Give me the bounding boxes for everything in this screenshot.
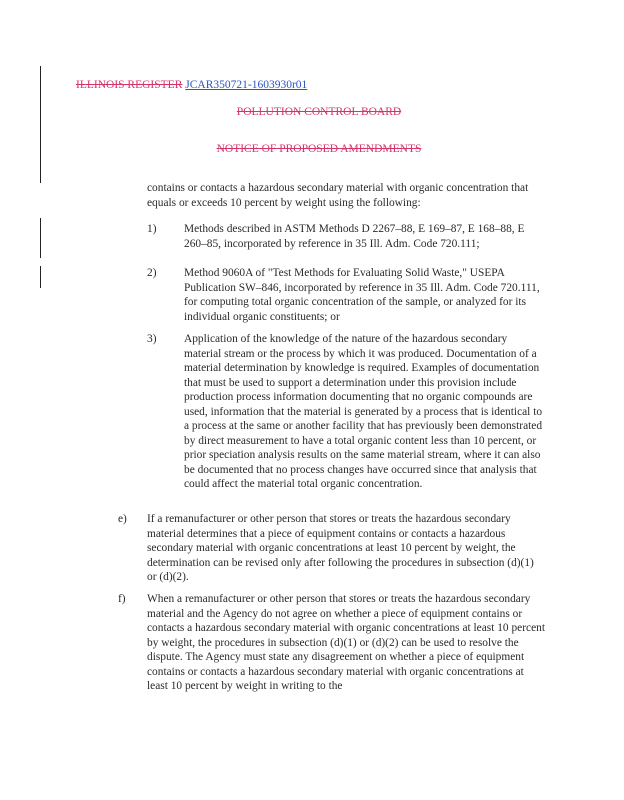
lead-paragraph: contains or contacts a hazardous secondary material with organic concentration that equals or exceeds 10 percent by weight using the following:	[147, 182, 529, 209]
change-bar	[40, 66, 41, 183]
register-inserted-text: JCAR350721-1603930r01	[185, 79, 308, 91]
subsection-text: When a remanufacturer or other person that stores or treats the hazardous secondary material and the Agency do not agree on whether a piece of equipment contains or contacts a hazardous secondary material with organic concentrations at least 10 percent by weight, the procedures in subsection (d)(1) or (d)(2) can be used to resolve the dispute. The Agency must state any disagreement on whether a piece of equipment contains or contacts a hazardous secondary material with organic concentrations at least 10 percent by weight in writing to the	[147, 593, 545, 692]
change-bar	[40, 266, 41, 288]
board-header: POLLUTION CONTROL BOARD	[236, 106, 402, 118]
register-header	[76, 79, 307, 91]
register-deleted-text: ILLINOIS REGISTER	[76, 79, 183, 91]
subsection-label: f)	[118, 593, 126, 605]
subsection-text: If a remanufacturer or other person that stores or treats the hazardous secondary material determines that a piece of equipment contains or contacts a hazardous secondary material with organic concentrations at least 10 percent by weight, the determination can be revised only after following the procedures in subsection (d)(1) or (d)(2).	[147, 513, 534, 583]
subsection-label: e)	[118, 513, 127, 525]
item-text: Application of the knowledge of the nature of the hazardous secondary material stream or the process by which it was produced. Documentation of a material determination by knowledge is required. Examples of documentation that must be used to support a determination under this provision include production process information documenting that no organic compounds are used, information that the material is generated by a process that is identical to a process at the same or another facility that has previously been demonstrated by direct measurement to have a total organic content less than 10 percent, or prior speciation analysis results on the same material stream, where it can also be documented that no process changes have occurred since that analysis that could affect the material total organic concentration.	[184, 333, 543, 490]
change-bar	[40, 218, 41, 258]
item-number: 1)	[147, 223, 157, 235]
item-text: Method 9060A of "Test Methods for Evaluating Solid Waste," USEPA Publication SW–846, incorporated by reference in 35 Ill. Adm. Code 720.111, for computing total organic concentration of the sample, or analyzed for its individual organic constituents; or	[184, 267, 540, 323]
item-text: Methods described in ASTM Methods D 2267–88, E 169–87, E 168–88, E 260–85, incorporated by reference in 35 Ill. Adm. Code 720.111;	[184, 223, 525, 250]
notice-header: NOTICE OF PROPOSED AMENDMENTS	[216, 143, 422, 155]
item-number: 3)	[147, 333, 157, 345]
item-number: 2)	[147, 267, 157, 279]
